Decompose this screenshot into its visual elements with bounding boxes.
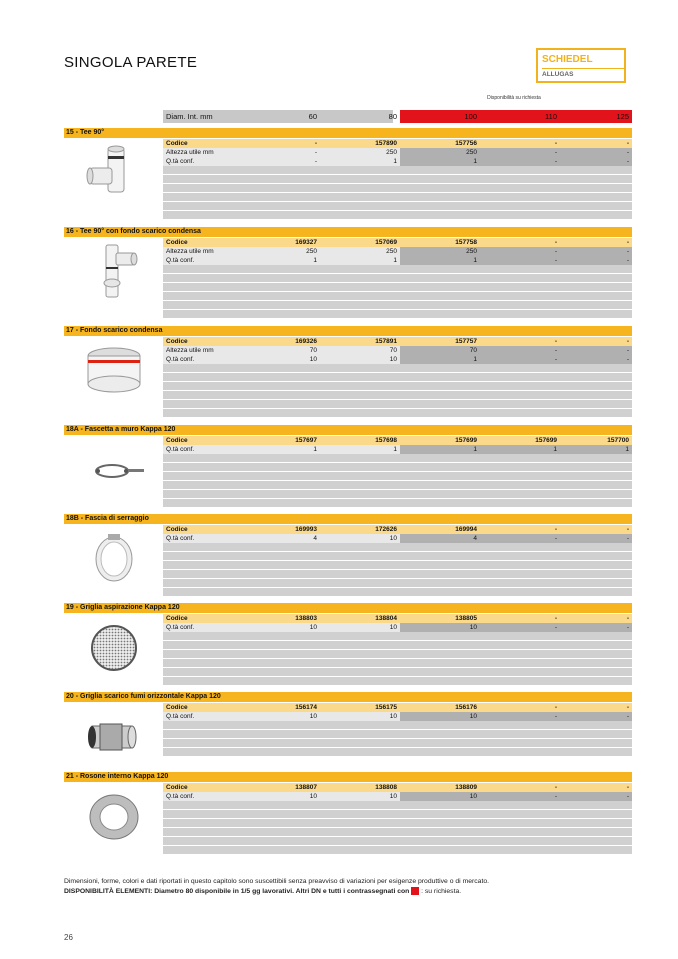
intake-grille-icon [78, 619, 150, 677]
footer-note [64, 877, 644, 897]
empty-row [163, 819, 632, 828]
table-cell: 157758 [400, 238, 480, 247]
empty-row [163, 730, 632, 739]
table-cell: - [480, 623, 560, 632]
footer-availability-bold: DISPONIBILITÀ ELEMENTI: Diametro 80 disponibile in 1/5 gg lavorativi. Altri DN e tutti i contrassegnati con [64, 888, 410, 895]
table-cell: - [480, 337, 560, 346]
table-cell: 10 [320, 792, 400, 801]
table-cell: - [560, 337, 632, 346]
table-cell: 156175 [320, 703, 400, 712]
section-title: 15 - Tee 90° [64, 128, 632, 138]
table-cell: 1 [320, 445, 400, 454]
row-label: Codice [163, 337, 238, 346]
table-cell: - [480, 783, 560, 792]
table-cell: 4 [238, 534, 320, 543]
table-cell: - [560, 355, 632, 364]
table-cell: - [480, 148, 560, 157]
code-row [163, 436, 632, 445]
table-cell: - [480, 712, 560, 721]
table-cell: - [560, 623, 632, 632]
table-cell: - [560, 157, 632, 166]
section-title: 21 - Rosone interno Kappa 120 [64, 772, 632, 782]
table-cell: 138809 [400, 783, 480, 792]
table-cell: 1 [320, 157, 400, 166]
empty-row [163, 801, 632, 810]
table-row [163, 534, 632, 543]
empty-row [163, 650, 632, 659]
table-cell: 138808 [320, 783, 400, 792]
empty-row [163, 463, 632, 472]
table-cell: 169994 [400, 525, 480, 534]
code-row [163, 238, 632, 247]
row-label: Codice [163, 436, 238, 445]
table-cell: - [560, 792, 632, 801]
empty-row [163, 748, 632, 757]
empty-row [163, 721, 632, 730]
row-label: Q.tà conf. [163, 157, 238, 166]
empty-row [163, 659, 632, 668]
row-label: Codice [163, 238, 238, 247]
table-cell: - [560, 238, 632, 247]
table-cell: 157698 [320, 436, 400, 445]
table-cell: 10 [238, 712, 320, 721]
empty-row [163, 810, 632, 819]
code-row [163, 783, 632, 792]
table-cell: - [480, 703, 560, 712]
table-cell: 10 [320, 355, 400, 364]
table-cell: - [238, 148, 320, 157]
tee-90-icon [78, 144, 150, 202]
table-row [163, 355, 632, 364]
empty-row [163, 570, 632, 579]
footer-availability [64, 887, 644, 897]
code-row [163, 703, 632, 712]
table-cell: - [480, 256, 560, 265]
empty-row [163, 292, 632, 301]
table-cell: 70 [238, 346, 320, 355]
table-cell: - [560, 525, 632, 534]
table-cell: 138807 [238, 783, 320, 792]
footer-disclaimer: Dimensioni, forme, colori e dati riportati in questo capitolo sono suscettibili senza preavviso di variazioni per esigenze produttive o di mercato. [64, 878, 490, 885]
table-cell: 1 [400, 157, 480, 166]
empty-row [163, 409, 632, 418]
row-label: Codice [163, 703, 238, 712]
condensate-drain-icon [78, 342, 150, 400]
exhaust-grille-icon [78, 708, 150, 766]
row-label: Altezza utile mm [163, 148, 238, 157]
table-cell: 172626 [320, 525, 400, 534]
logo-divider [542, 68, 624, 69]
diameter-80: 80 [388, 112, 397, 121]
table-cell: 157697 [238, 436, 320, 445]
diameter-125: 125 [560, 110, 632, 123]
table-row [163, 157, 632, 166]
diameter-label: Diam. Int. mm [163, 110, 393, 123]
empty-row [163, 472, 632, 481]
rosette-icon [78, 788, 150, 846]
empty-row [163, 373, 632, 382]
footer-availability-tail: : su richiesta. [421, 888, 462, 895]
row-label: Codice [163, 783, 238, 792]
table-cell: 138804 [320, 614, 400, 623]
table-cell: - [480, 534, 560, 543]
empty-row [163, 641, 632, 650]
row-label: Q.tà conf. [163, 623, 238, 632]
table-cell: - [480, 525, 560, 534]
table-cell: 1 [560, 445, 632, 454]
table-cell: 10 [400, 623, 480, 632]
logo-subbrand: ALLUGAS [542, 71, 574, 78]
table-row [163, 792, 632, 801]
table-cell: 1 [400, 256, 480, 265]
table-cell: 157700 [560, 436, 632, 445]
table-cell: 157699 [480, 436, 560, 445]
table-cell: 169993 [238, 525, 320, 534]
table-cell: 169326 [238, 337, 320, 346]
table-cell: - [480, 792, 560, 801]
table-cell: 1 [238, 445, 320, 454]
row-label: Q.tà conf. [163, 534, 238, 543]
table-cell: 10 [400, 712, 480, 721]
table-cell: - [480, 238, 560, 247]
empty-row [163, 184, 632, 193]
section-title: 20 - Griglia scarico fumi orizzontale Kappa 120 [64, 692, 632, 702]
table-cell: 250 [238, 247, 320, 256]
diameter-110: 110 [480, 110, 560, 123]
schiedel-logo [536, 48, 626, 83]
empty-row [163, 175, 632, 184]
code-row [163, 614, 632, 623]
table-cell: 157757 [400, 337, 480, 346]
table-row [163, 247, 632, 256]
empty-row [163, 561, 632, 570]
table-cell: - [480, 157, 560, 166]
table-row [163, 148, 632, 157]
table-cell: 250 [400, 148, 480, 157]
row-label: Codice [163, 614, 238, 623]
empty-row [163, 579, 632, 588]
table-cell: 1 [400, 355, 480, 364]
row-label: Q.tà conf. [163, 445, 238, 454]
table-cell: - [238, 139, 320, 148]
empty-row [163, 481, 632, 490]
table-cell: 169327 [238, 238, 320, 247]
table-cell: 250 [320, 148, 400, 157]
table-cell: 1 [480, 445, 560, 454]
section-title: 18A - Fascetta a muro Kappa 120 [64, 425, 632, 435]
table-cell: 157891 [320, 337, 400, 346]
table-cell: 4 [400, 534, 480, 543]
table-cell: - [480, 139, 560, 148]
table-cell: - [480, 346, 560, 355]
row-label: Altezza utile mm [163, 346, 238, 355]
tee-condensate-icon [78, 243, 150, 301]
empty-row [163, 211, 632, 220]
page-number: 26 [64, 933, 73, 942]
empty-row [163, 490, 632, 499]
table-row [163, 346, 632, 355]
section-title: 17 - Fondo scarico condensa [64, 326, 632, 336]
table-row [163, 256, 632, 265]
table-cell: - [560, 256, 632, 265]
empty-row [163, 632, 632, 641]
row-label: Q.tà conf. [163, 712, 238, 721]
empty-row [163, 837, 632, 846]
table-cell: - [480, 614, 560, 623]
table-row [163, 712, 632, 721]
red-marker-icon [411, 887, 419, 895]
table-cell: 156176 [400, 703, 480, 712]
section-title: 18B - Fascia di serraggio [64, 514, 632, 524]
empty-row [163, 454, 632, 463]
section-title: 19 - Griglia aspirazione Kappa 120 [64, 603, 632, 613]
wall-bracket-icon [78, 441, 150, 499]
table-cell: 157699 [400, 436, 480, 445]
table-cell: 1 [320, 256, 400, 265]
table-cell: - [560, 712, 632, 721]
row-label: Codice [163, 525, 238, 534]
table-cell: 250 [400, 247, 480, 256]
diameter-60: 60 [308, 112, 317, 121]
table-cell: 157069 [320, 238, 400, 247]
empty-row [163, 202, 632, 211]
table-cell: - [560, 247, 632, 256]
section-title: 16 - Tee 90° con fondo scarico condensa [64, 227, 632, 237]
table-cell: 10 [400, 792, 480, 801]
empty-row [163, 588, 632, 597]
table-cell: 156174 [238, 703, 320, 712]
empty-row [163, 166, 632, 175]
availability-note: Disponibilità su richiesta [487, 95, 541, 101]
code-row [163, 337, 632, 346]
table-cell: - [560, 148, 632, 157]
table-cell: 10 [320, 623, 400, 632]
empty-row [163, 193, 632, 202]
table-cell: - [480, 355, 560, 364]
row-label: Q.tà conf. [163, 792, 238, 801]
table-cell: - [560, 346, 632, 355]
table-cell: 157890 [320, 139, 400, 148]
empty-row [163, 552, 632, 561]
empty-row [163, 310, 632, 319]
table-cell: 138805 [400, 614, 480, 623]
diameter-header [163, 110, 632, 123]
empty-row [163, 301, 632, 310]
empty-row [163, 391, 632, 400]
empty-row [163, 265, 632, 274]
clamp-band-icon [78, 530, 150, 588]
table-cell: 250 [320, 247, 400, 256]
logo-brand: SCHIEDEL [542, 54, 593, 65]
table-cell: - [560, 139, 632, 148]
table-row [163, 623, 632, 632]
empty-row [163, 846, 632, 855]
page-title: SINGOLA PARETE [64, 54, 198, 71]
empty-row [163, 499, 632, 508]
table-cell: 70 [400, 346, 480, 355]
table-cell: 10 [320, 534, 400, 543]
table-cell: 10 [320, 712, 400, 721]
table-cell: 157756 [400, 139, 480, 148]
empty-row [163, 668, 632, 677]
table-cell: - [560, 614, 632, 623]
table-cell: - [480, 247, 560, 256]
table-cell: - [560, 783, 632, 792]
code-row [163, 139, 632, 148]
table-cell: 138803 [238, 614, 320, 623]
table-row [163, 445, 632, 454]
empty-row [163, 828, 632, 837]
empty-row [163, 283, 632, 292]
table-cell: 10 [238, 355, 320, 364]
row-label: Q.tà conf. [163, 256, 238, 265]
table-cell: - [238, 157, 320, 166]
code-row [163, 525, 632, 534]
table-cell: 70 [320, 346, 400, 355]
empty-row [163, 400, 632, 409]
table-cell: 10 [238, 623, 320, 632]
table-cell: - [560, 534, 632, 543]
row-label: Altezza utile mm [163, 247, 238, 256]
table-cell: 1 [400, 445, 480, 454]
table-cell: - [560, 703, 632, 712]
empty-row [163, 274, 632, 283]
empty-row [163, 382, 632, 391]
diameter-100: 100 [400, 110, 480, 123]
empty-row [163, 739, 632, 748]
table-cell: 10 [238, 792, 320, 801]
empty-row [163, 543, 632, 552]
table-cell: 1 [238, 256, 320, 265]
row-label: Q.tà conf. [163, 355, 238, 364]
row-label: Codice [163, 139, 238, 148]
empty-row [163, 677, 632, 686]
empty-row [163, 364, 632, 373]
